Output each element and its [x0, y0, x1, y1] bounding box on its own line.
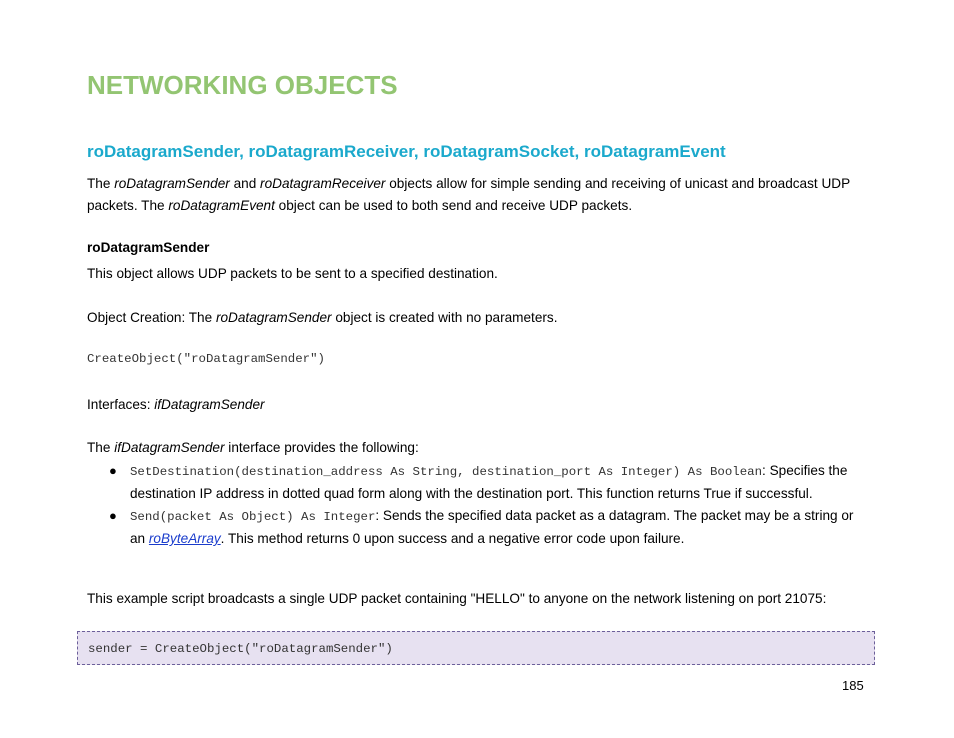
intro-object-name: roDatagramReceiver	[260, 176, 386, 191]
method-description: . This method returns 0 upon success and a negative error code upon failure.	[220, 531, 685, 546]
bullet-icon: ●	[109, 463, 117, 478]
intro-text: and	[229, 176, 261, 191]
intro-object-name: roDatagramEvent	[168, 198, 275, 213]
example-code-block	[77, 631, 875, 665]
list-item	[87, 505, 857, 550]
page-heading: NETWORKING OBJECTS	[87, 70, 398, 100]
interface-name: ifDatagramSender	[154, 397, 265, 412]
method-list	[87, 460, 857, 550]
method-signature: Send(packet As Object) As Integer	[130, 510, 376, 524]
intro-paragraph	[87, 173, 877, 217]
intro-text: The	[87, 176, 115, 191]
creation-text: Object Creation: The	[87, 310, 216, 325]
intro-text: objects allow for simple sending and receiving of unicast and broadcast UDP packets. The	[87, 176, 850, 213]
subsection-description: This object allows UDP packets to be sent to a specified destination.	[87, 266, 498, 281]
example-description: This example script broadcasts a single UDP packet containing "HELLO" to anyone on the network listening on port 21075:	[87, 591, 827, 606]
page-number: 185	[842, 678, 864, 693]
provides-paragraph	[87, 437, 877, 459]
intro-object-name: roDatagramSender	[114, 176, 230, 191]
create-object-code: CreateObject("roDatagramSender")	[87, 352, 325, 366]
creation-text: object is created with no parameters.	[331, 310, 558, 325]
creation-object-name: roDatagramSender	[215, 310, 332, 325]
method-description: : Sends the specified data packet as a datagram. The packet may be a string or an	[130, 508, 854, 546]
interfaces-label: Interfaces:	[87, 397, 155, 412]
interfaces-paragraph	[87, 394, 877, 416]
method-description: : Specifies the destination IP address in dotted quad form along with the destination port. This function returns True if successful.	[130, 463, 848, 501]
provides-text: The	[87, 440, 115, 455]
method-signature: SetDestination(destination_address As String, destination_port As Integer) As Boolean	[130, 465, 763, 479]
provides-interface-name: ifDatagramSender	[114, 440, 225, 455]
subsection-title: roDatagramSender	[87, 240, 210, 255]
intro-text: object can be used to both send and receive UDP packets.	[274, 198, 633, 213]
provides-text: interface provides the following:	[224, 440, 419, 455]
example-code: sender = CreateObject("roDatagramSender")	[88, 642, 393, 656]
object-creation-paragraph	[87, 307, 877, 329]
bullet-icon: ●	[109, 508, 117, 523]
robytearray-link[interactable]: roByteArray	[148, 531, 221, 546]
section-heading: roDatagramSender, roDatagramReceiver, roDatagramSocket, roDatagramEvent	[87, 142, 726, 161]
list-item	[87, 460, 857, 505]
